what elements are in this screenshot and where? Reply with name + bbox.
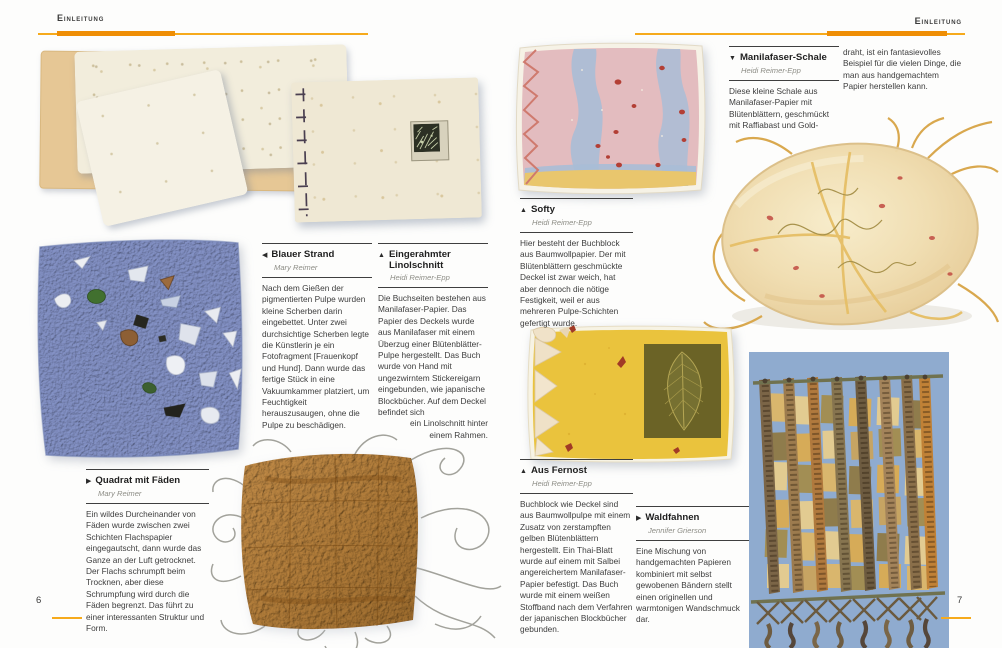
- arrow-left-icon: ◀: [262, 252, 268, 259]
- arrow-down-icon: ▼: [729, 55, 736, 62]
- arrow-right-icon: ▶: [636, 515, 642, 522]
- page-number-right: 7: [957, 595, 963, 606]
- arrow-up-icon: ▲: [520, 468, 527, 475]
- photo-linocut-book: [291, 77, 482, 222]
- photo-flax-square-threads: [205, 428, 505, 648]
- photo-softy-book: [512, 40, 708, 196]
- page-number-rule-left: [52, 617, 82, 619]
- arrow-up-icon: ▲: [378, 252, 385, 259]
- page-number-left: 6: [36, 595, 42, 606]
- linocut-print: [410, 120, 449, 161]
- stab-binding-stitches: [295, 86, 315, 218]
- caption-body-continued: draht, ist ein fantasievolles Beispiel für die vielen Dinge, die man aus handgemachtem Papier herstellen kann.: [843, 47, 962, 92]
- photo-fernost-book: [525, 324, 737, 464]
- leaf-panel: [644, 344, 721, 438]
- caption-body: Hier besteht der Buchblock aus Baumwollpapier. Der mit Blütenblättern geschmückte Deckel ist zwar weich, hat aber dennoch die nötige Festigkeit, weil er aus mehreren Pulpe-Schichten gefertigt wurde.: [520, 238, 626, 328]
- caption-title: Waldfahnen: [645, 512, 700, 523]
- caption-manilafaser-schale: [729, 46, 839, 132]
- caption-author: Heidi Reimer-Epp: [741, 66, 801, 75]
- caption-author: Jennifer Grierson: [648, 526, 707, 535]
- caption-quadrat-mit-faeden: [86, 469, 209, 634]
- caption-blauer-strand: [262, 243, 372, 431]
- caption-title: Blauer Strand: [271, 249, 335, 260]
- caption-title: Eingerahmter Linolschnitt: [388, 249, 451, 271]
- caption-author: Heidi Reimer-Epp: [532, 218, 592, 227]
- caption-title: Manilafaser-Schale: [739, 52, 827, 63]
- running-header-left: Einleitung: [57, 13, 105, 23]
- page-number-rule-right: [941, 617, 971, 619]
- caption-body: Diese kleine Schale aus Manilafaser-Papier mit Blütenblättern, geschmückt mit Raffiabast und Gold-: [729, 86, 830, 131]
- caption-body: Eine Mischung von handgemachten Papieren kombiniert mit selbst gewobenen Bändern stellt einen originellen und warmtonigen Wandschmuck dar.: [636, 546, 740, 625]
- caption-body: Die Buchseiten bestehen aus Manilafaser-Papier. Das Papier des Deckels wurde aus Manilafaser mit einem Überzug einer Blütenblätter-Pulpe hergestellt. Das Buch wurde von Hand mit ungezwirntem Stickereigarn eingebunden, wie japanische Blockbücher. Auf dem Deckel befindet sich: [378, 293, 486, 418]
- arrow-up-icon: ▲: [520, 207, 527, 214]
- caption-body-end: ein Linolschnitt hinter einem Rahmen.: [410, 418, 488, 440]
- caption-author: Mary Reimer: [274, 263, 318, 272]
- header-bar-right: [827, 31, 947, 36]
- caption-author: Heidi Reimer-Epp: [390, 273, 450, 282]
- photo-manila-bowl: [700, 116, 1000, 346]
- caption-title: Aus Fernost: [530, 465, 587, 476]
- header-bar-left: [57, 31, 175, 36]
- running-header-right: Einleitung: [914, 16, 962, 26]
- caption-body: Ein wildes Durcheinander von Fäden wurde zwischen zwei Schichten Flachspapier eingegautscht, dann wurde das Ganze an der Luft getrocknet. Der Flachs schrumpft beim Trocknen, aber diese Schrumpfung wird durch die Fäden begrenzt. Das führt zu einer interessanten Struktur und Form.: [86, 509, 205, 634]
- arrow-right-icon: ▶: [86, 478, 92, 485]
- caption-softy: [520, 198, 633, 329]
- caption-title: Softy: [530, 204, 555, 215]
- caption-author: Heidi Reimer-Epp: [532, 479, 592, 488]
- caption-title: Quadrat mit Fäden: [95, 475, 181, 486]
- caption-author: Mary Reimer: [98, 489, 142, 498]
- caption-waldfahnen: [636, 506, 749, 626]
- caption-eingerahmter-linolschnitt: [378, 243, 488, 441]
- caption-body: Nach dem Gießen der pigmentierten Pulpe wurden kleine Scherben darin eingebettet. Unter zwei durchsichtige Scherben legte die Künstlerin je ein Fotofragment [Frauenkopf und Hund]. Dann wurde das fertige Stück in eine Vakuumkammer platziert, um Feuchtigkeit herauszusaugen, ohne die Pulpe zu beschädigen.: [262, 283, 370, 430]
- photo-waldfahnen: [749, 352, 949, 648]
- caption-aus-fernost: [520, 459, 633, 636]
- caption-body: Buchblock wie Deckel sind aus Baumwollpulpe mit einem Zusatz von zerstampften gelben Blütenblättern hergestellt. Ein Thai-Blatt wurde auf einem mit Salbei angereichertem Manilafaser-Papier befestigt. Das Buch wurde mit einem weißen Stoffband nach dem Verfahren der japanischen Blockbücher gebunden.: [520, 499, 633, 635]
